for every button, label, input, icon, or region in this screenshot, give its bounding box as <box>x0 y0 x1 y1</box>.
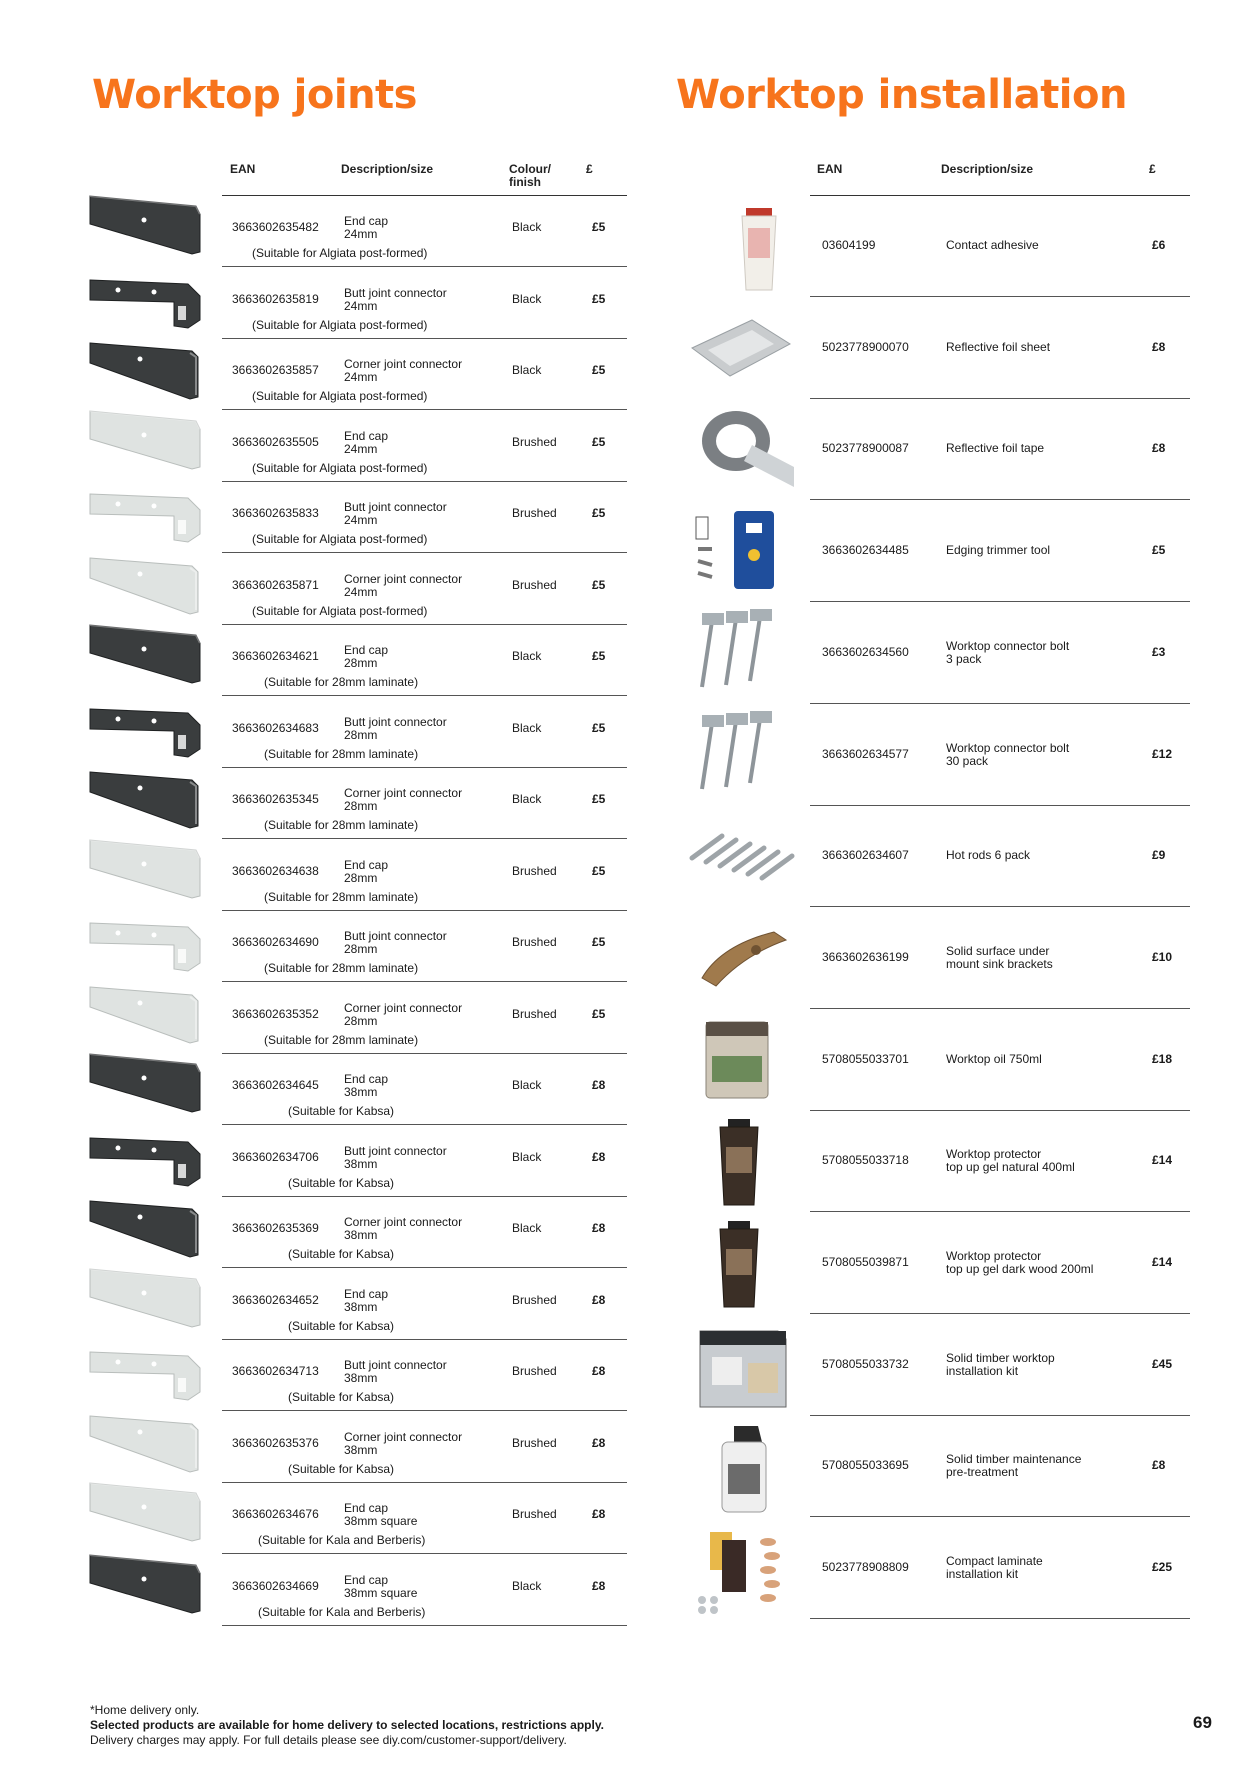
joints-header-colour-line1: Colour/ <box>509 162 551 176</box>
joints-header-colour <box>509 163 551 189</box>
joint-colour: Black <box>512 292 542 306</box>
installation-price: £8 <box>1152 340 1166 354</box>
installation-header-price: £ <box>1149 162 1156 176</box>
installation-ean: 5023778908809 <box>822 1560 909 1574</box>
joint-description: End cap <box>344 1287 389 1301</box>
joint-row <box>222 1197 627 1268</box>
corner-joint-connector-icon <box>88 548 208 618</box>
joint-ean: 3663602635871 <box>232 578 319 592</box>
installation-description: Edging trimmer tool <box>946 543 1051 557</box>
butt-joint-connector-icon <box>88 905 208 975</box>
installation-price: £5 <box>1152 543 1166 557</box>
joint-colour: Black <box>512 1221 542 1235</box>
joint-row <box>222 411 627 482</box>
installation-description-detail: top up gel natural 400ml <box>946 1160 1075 1174</box>
installation-description: Compact laminate <box>946 1554 1043 1568</box>
joints-header-price: £ <box>586 162 593 176</box>
joint-row <box>222 339 627 410</box>
joint-colour: Brushed <box>512 506 557 520</box>
installation-row <box>810 1010 1190 1111</box>
joint-price: £5 <box>592 1007 606 1021</box>
joint-colour: Brushed <box>512 1364 557 1378</box>
joint-row <box>222 554 627 625</box>
foil-sheet-icon <box>682 300 802 396</box>
joint-suitability-note: (Suitable for Algiata post-formed) <box>252 318 428 332</box>
joint-size: 38mm <box>344 1085 378 1099</box>
joint-price: £5 <box>592 792 606 806</box>
laminate-kit-icon <box>682 1520 802 1616</box>
footnote-delivery-charges: Delivery charges may apply. For full details please see diy.com/customer-support/delivery. <box>90 1733 567 1747</box>
installation-ean: 3663602634607 <box>822 848 909 862</box>
installation-header-ean: EAN <box>817 162 843 176</box>
butt-joint-connector-icon <box>88 476 208 546</box>
joint-suitability-note: (Suitable for 28mm laminate) <box>264 890 419 904</box>
joint-description: Butt joint connector <box>344 1358 447 1372</box>
end-cap-icon <box>88 190 208 260</box>
footnote-home-delivery: *Home delivery only. <box>90 1703 200 1717</box>
joint-row-divider <box>222 838 627 839</box>
installation-row-divider <box>810 499 1190 500</box>
joint-suitability-note: (Suitable for 28mm laminate) <box>264 747 419 761</box>
installation-description-detail: top up gel dark wood 200ml <box>946 1262 1094 1276</box>
joint-size: 38mm <box>344 1157 378 1171</box>
oil-tin-icon <box>682 1012 802 1108</box>
installation-row <box>810 501 1190 602</box>
installation-row-divider <box>810 1211 1190 1212</box>
joint-size: 28mm <box>344 799 378 813</box>
joint-price: £5 <box>592 220 606 234</box>
joint-price: £5 <box>592 935 606 949</box>
installation-price: £18 <box>1152 1052 1173 1066</box>
corner-joint-connector-icon <box>88 1406 208 1476</box>
joint-ean: 3663602634669 <box>232 1579 319 1593</box>
installation-price: £12 <box>1152 747 1173 761</box>
joint-colour: Brushed <box>512 935 557 949</box>
joints-header-colour-line2: finish <box>509 175 541 189</box>
joint-ean: 3663602634713 <box>232 1364 319 1378</box>
joint-price: £5 <box>592 864 606 878</box>
joint-price: £5 <box>592 721 606 735</box>
joint-row-divider <box>222 1267 627 1268</box>
installation-description: Reflective foil sheet <box>946 340 1051 354</box>
joint-row-divider <box>222 1553 627 1554</box>
installation-description: Worktop protector <box>946 1147 1042 1161</box>
joint-size: 38mm square <box>344 1586 418 1600</box>
corner-joint-connector-icon <box>88 333 208 403</box>
joint-row-divider <box>222 266 627 267</box>
joint-description: End cap <box>344 1573 389 1587</box>
installation-description-detail: 3 pack <box>946 652 982 666</box>
joint-size: 38mm <box>344 1443 378 1457</box>
joint-suitability-note: (Suitable for 28mm laminate) <box>264 818 419 832</box>
installation-ean: 5708055033695 <box>822 1458 909 1472</box>
installation-row <box>810 705 1190 806</box>
installation-ean: 5708055033718 <box>822 1153 909 1167</box>
installation-description: Hot rods 6 pack <box>946 848 1031 862</box>
joint-row <box>222 983 627 1054</box>
joint-row <box>222 697 627 768</box>
installation-description-detail: mount sink brackets <box>946 957 1053 971</box>
installation-description-detail: installation kit <box>946 1364 1019 1378</box>
edging-trimmer-icon <box>682 503 802 599</box>
connector-bolt-icon <box>682 707 802 803</box>
butt-joint-connector-icon <box>88 262 208 332</box>
gel-tube-icon <box>682 1113 802 1209</box>
joint-row <box>222 625 627 696</box>
end-cap-icon <box>88 1263 208 1333</box>
joint-suitability-note: (Suitable for Kabsa) <box>288 1104 395 1118</box>
gel-tube-icon <box>682 1215 802 1311</box>
joint-suitability-note: (Suitable for 28mm laminate) <box>264 675 419 689</box>
installation-description-detail: 30 pack <box>946 754 989 768</box>
joint-colour: Black <box>512 792 542 806</box>
installation-row-divider <box>810 1516 1190 1517</box>
joint-description: Corner joint connector <box>344 572 463 586</box>
corner-joint-connector-icon <box>88 1191 208 1261</box>
joints-header-ean: EAN <box>230 162 256 176</box>
installation-row-divider <box>810 703 1190 704</box>
spray-bottle-icon <box>682 1418 802 1514</box>
footnote-selected-products: Selected products are available for home delivery to selected locations, restrictions apply. <box>90 1718 604 1732</box>
joint-suitability-note: (Suitable for Kabsa) <box>288 1462 395 1476</box>
installation-row <box>810 399 1190 500</box>
installation-price: £14 <box>1152 1153 1173 1167</box>
joint-suitability-note: (Suitable for Algiata post-formed) <box>252 461 428 475</box>
joint-price: £5 <box>592 506 606 520</box>
joint-price: £8 <box>592 1436 606 1450</box>
installation-ean: 3663602634560 <box>822 645 909 659</box>
installation-row <box>810 908 1190 1009</box>
joint-description: End cap <box>344 1501 389 1515</box>
joint-suitability-note: (Suitable for Kabsa) <box>288 1176 395 1190</box>
joint-size: 24mm <box>344 227 378 241</box>
joint-description: Butt joint connector <box>344 286 447 300</box>
joint-description: End cap <box>344 214 389 228</box>
installation-description: Worktop connector bolt <box>946 639 1070 653</box>
installation-price: £25 <box>1152 1560 1173 1574</box>
joint-ean: 3663602635857 <box>232 363 319 377</box>
joints-header-description: Description/size <box>341 162 434 176</box>
installation-description-detail: pre-treatment <box>946 1465 1019 1479</box>
joint-ean: 3663602634683 <box>232 721 319 735</box>
joint-size: 38mm <box>344 1300 378 1314</box>
joint-ean: 3663602635369 <box>232 1221 319 1235</box>
joint-colour: Brushed <box>512 578 557 592</box>
end-cap-icon <box>88 1048 208 1118</box>
hot-rods-icon <box>682 808 802 904</box>
joint-price: £8 <box>592 1221 606 1235</box>
installation-ean: 3663602636199 <box>822 950 909 964</box>
installation-row-divider <box>810 906 1190 907</box>
installation-description: Worktop oil 750ml <box>946 1052 1042 1066</box>
joint-price: £5 <box>592 292 606 306</box>
joint-size: 28mm <box>344 728 378 742</box>
joint-price: £8 <box>592 1579 606 1593</box>
installation-price: £14 <box>1152 1255 1173 1269</box>
joint-colour: Black <box>512 1579 542 1593</box>
joint-ean: 3663602634638 <box>232 864 319 878</box>
joint-suitability-note: (Suitable for 28mm laminate) <box>264 961 419 975</box>
installation-header-description: Description/size <box>941 162 1034 176</box>
joint-row-divider <box>222 1410 627 1411</box>
worktop-installation-title: Worktop installation <box>676 72 1127 118</box>
corner-joint-connector-icon <box>88 762 208 832</box>
installation-row <box>810 1213 1190 1314</box>
joint-colour: Black <box>512 1078 542 1092</box>
joint-ean: 3663602635505 <box>232 435 319 449</box>
joint-size: 24mm <box>344 442 378 456</box>
installation-row <box>810 603 1190 704</box>
installation-ean: 5023778900070 <box>822 340 909 354</box>
joint-ean: 3663602635345 <box>232 792 319 806</box>
joint-description: Corner joint connector <box>344 357 463 371</box>
joint-colour: Black <box>512 363 542 377</box>
end-cap-icon <box>88 1477 208 1547</box>
joint-suitability-note: (Suitable for Algiata post-formed) <box>252 604 428 618</box>
joint-description: End cap <box>344 1072 389 1086</box>
joint-size: 38mm <box>344 1371 378 1385</box>
joint-row-divider <box>222 981 627 982</box>
installation-ean: 5708055039871 <box>822 1255 909 1269</box>
installation-row <box>810 298 1190 399</box>
foil-tape-icon <box>682 401 802 497</box>
joint-description: End cap <box>344 429 389 443</box>
joint-ean: 3663602634706 <box>232 1150 319 1164</box>
joint-row <box>222 1340 627 1411</box>
joint-row <box>222 840 627 911</box>
installation-price: £10 <box>1152 950 1173 964</box>
joint-ean: 3663602634645 <box>232 1078 319 1092</box>
installation-row <box>810 196 1190 297</box>
joint-description: End cap <box>344 858 389 872</box>
joint-suitability-note: (Suitable for Kabsa) <box>288 1390 395 1404</box>
joint-ean: 3663602635833 <box>232 506 319 520</box>
joint-price: £5 <box>592 578 606 592</box>
joint-row <box>222 196 627 267</box>
joint-size: 28mm <box>344 656 378 670</box>
joint-row-divider <box>222 552 627 553</box>
joint-price: £5 <box>592 435 606 449</box>
corner-joint-connector-icon <box>88 977 208 1047</box>
joint-suitability-note: (Suitable for Algiata post-formed) <box>252 246 428 260</box>
installation-description: Solid timber worktop <box>946 1351 1055 1365</box>
worktop-joints-title: Worktop joints <box>92 72 417 118</box>
joint-row <box>222 1126 627 1197</box>
joint-row <box>222 1054 627 1125</box>
joint-row-divider <box>222 1625 627 1626</box>
installation-row <box>810 1111 1190 1212</box>
joint-row <box>222 1269 627 1340</box>
joint-description: Butt joint connector <box>344 500 447 514</box>
joint-row-divider <box>222 1124 627 1125</box>
joint-colour: Brushed <box>512 864 557 878</box>
installation-row-divider <box>810 1313 1190 1314</box>
joint-size: 24mm <box>344 585 378 599</box>
installation-price: £6 <box>1152 238 1166 252</box>
connector-bolt-icon <box>682 605 802 701</box>
installation-row <box>810 1315 1190 1416</box>
page-number: 69 <box>1193 1713 1212 1732</box>
joint-suitability-note: (Suitable for Kala and Berberis) <box>258 1533 426 1547</box>
joint-colour: Black <box>512 649 542 663</box>
installation-ean: 5708055033732 <box>822 1357 909 1371</box>
joint-ean: 3663602635352 <box>232 1007 319 1021</box>
installation-row <box>810 1416 1190 1517</box>
joint-ean: 3663602634676 <box>232 1507 319 1521</box>
joint-colour: Black <box>512 721 542 735</box>
installation-price: £8 <box>1152 1458 1166 1472</box>
end-cap-icon <box>88 619 208 689</box>
joint-size: 38mm <box>344 1228 378 1242</box>
installation-price: £3 <box>1152 645 1166 659</box>
joint-price: £8 <box>592 1150 606 1164</box>
joint-colour: Brushed <box>512 1436 557 1450</box>
joint-suitability-note: (Suitable for Kala and Berberis) <box>258 1605 426 1619</box>
joint-suitability-note: (Suitable for Algiata post-formed) <box>252 532 428 546</box>
joint-colour: Black <box>512 220 542 234</box>
joint-size: 24mm <box>344 370 378 384</box>
installation-description: Reflective foil tape <box>946 441 1045 455</box>
end-cap-icon <box>88 1549 208 1619</box>
joint-ean: 3663602635376 <box>232 1436 319 1450</box>
joint-price: £8 <box>592 1293 606 1307</box>
installation-price: £9 <box>1152 848 1166 862</box>
joint-ean: 3663602634690 <box>232 935 319 949</box>
installation-row-divider <box>810 601 1190 602</box>
joint-row <box>222 482 627 553</box>
installation-description: Solid timber maintenance <box>946 1452 1082 1466</box>
joint-row <box>222 768 627 839</box>
installation-kit-box-icon <box>682 1317 802 1413</box>
joint-row-divider <box>222 409 627 410</box>
adhesive-tube-icon <box>682 198 802 294</box>
joint-size: 28mm <box>344 871 378 885</box>
joint-suitability-note: (Suitable for Kabsa) <box>288 1247 395 1261</box>
joint-suitability-note: (Suitable for Kabsa) <box>288 1319 395 1333</box>
installation-description: Contact adhesive <box>946 238 1039 252</box>
installation-ean: 5708055033701 <box>822 1052 909 1066</box>
installation-ean: 3663602634577 <box>822 747 909 761</box>
joint-size: 38mm square <box>344 1514 418 1528</box>
joint-description: Butt joint connector <box>344 1144 447 1158</box>
joint-description: Butt joint connector <box>344 929 447 943</box>
end-cap-icon <box>88 405 208 475</box>
joint-size: 24mm <box>344 299 378 313</box>
joint-price: £8 <box>592 1078 606 1092</box>
joint-ean: 3663602634621 <box>232 649 319 663</box>
joint-row-divider <box>222 695 627 696</box>
joint-colour: Black <box>512 1150 542 1164</box>
joint-row <box>222 1555 627 1626</box>
joint-description: Butt joint connector <box>344 715 447 729</box>
joint-price: £5 <box>592 649 606 663</box>
installation-price: £8 <box>1152 441 1166 455</box>
installation-price: £45 <box>1152 1357 1173 1371</box>
joint-colour: Brushed <box>512 1507 557 1521</box>
installation-ean: 5023778900087 <box>822 441 909 455</box>
joint-suitability-note: (Suitable for 28mm laminate) <box>264 1033 419 1047</box>
joint-description: Corner joint connector <box>344 1001 463 1015</box>
joint-row <box>222 1483 627 1554</box>
installation-ean: 03604199 <box>822 238 876 252</box>
joint-size: 28mm <box>344 1014 378 1028</box>
installation-description: Solid surface under <box>946 944 1050 958</box>
installation-description-detail: installation kit <box>946 1567 1019 1581</box>
butt-joint-connector-icon <box>88 1334 208 1404</box>
joint-description: Corner joint connector <box>344 1215 463 1229</box>
joint-size: 28mm <box>344 942 378 956</box>
installation-ean: 3663602634485 <box>822 543 909 557</box>
joint-row <box>222 268 627 339</box>
installation-row <box>810 1518 1190 1619</box>
installation-row-divider <box>810 1618 1190 1619</box>
butt-joint-connector-icon <box>88 691 208 761</box>
butt-joint-connector-icon <box>88 1120 208 1190</box>
joint-price: £5 <box>592 363 606 377</box>
joint-size: 24mm <box>344 513 378 527</box>
joint-row <box>222 911 627 982</box>
joint-description: End cap <box>344 643 389 657</box>
joint-description: Corner joint connector <box>344 1430 463 1444</box>
joint-price: £8 <box>592 1364 606 1378</box>
joint-colour: Brushed <box>512 1007 557 1021</box>
installation-row <box>810 806 1190 907</box>
joint-colour: Brushed <box>512 435 557 449</box>
joint-suitability-note: (Suitable for Algiata post-formed) <box>252 389 428 403</box>
joint-price: £8 <box>592 1507 606 1521</box>
joint-description: Corner joint connector <box>344 786 463 800</box>
joint-row <box>222 1412 627 1483</box>
installation-description: Worktop connector bolt <box>946 741 1070 755</box>
installation-row-divider <box>810 296 1190 297</box>
end-cap-icon <box>88 834 208 904</box>
installation-row-divider <box>810 1008 1190 1009</box>
joint-ean: 3663602635819 <box>232 292 319 306</box>
joint-ean: 3663602635482 <box>232 220 319 234</box>
sink-bracket-icon <box>682 910 802 1006</box>
joint-colour: Brushed <box>512 1293 557 1307</box>
installation-description: Worktop protector <box>946 1249 1042 1263</box>
joint-ean: 3663602634652 <box>232 1293 319 1307</box>
